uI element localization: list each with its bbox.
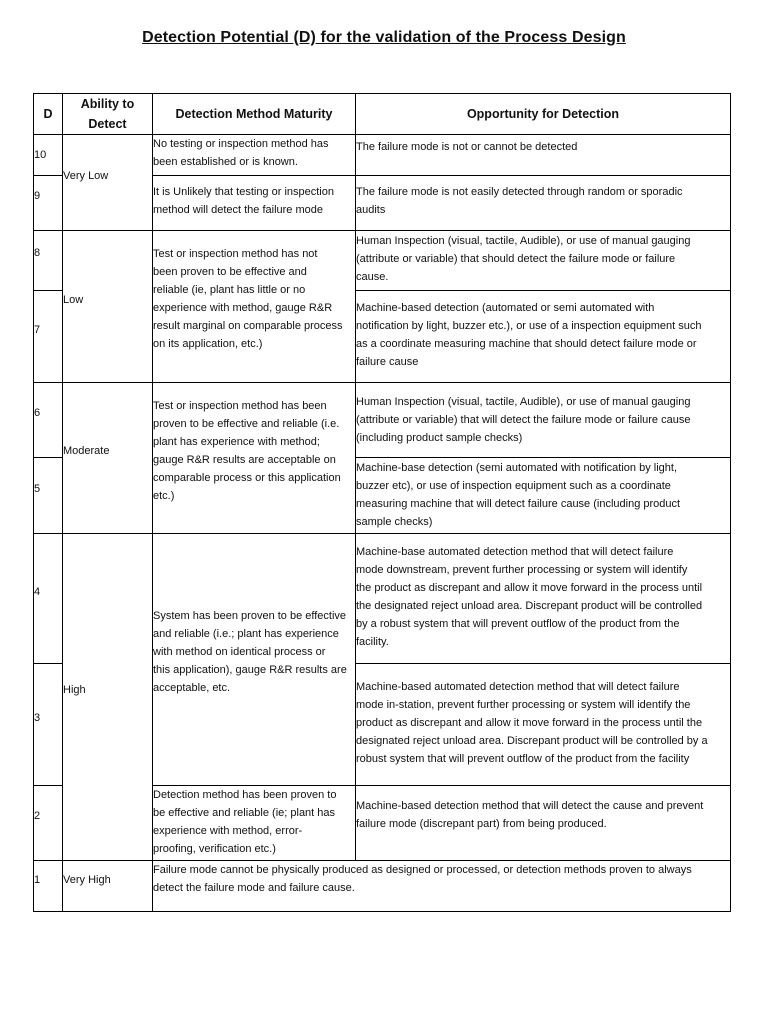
table-border-right [730,93,731,912]
opportunity-7: Machine-based detection (automated or semi automated with notification by light, buzzer etc.), or use of a inspection equipment such as a coordinate measuring machine that should detect failure mode or failure cause [356,302,702,368]
d-value-5: 5 [34,483,41,495]
opportunity-10: The failure mode is not or cannot be detected [356,141,578,153]
d-value-10: 10 [34,149,47,161]
row-line-10-9 [152,175,731,176]
d-value-7: 7 [34,324,41,336]
row-line-4-3 [355,663,731,664]
d-value-1: 1 [34,874,41,886]
ability-very-high: Very High [63,874,111,886]
d-value-9: 9 [34,190,41,202]
row-line-8-7 [355,290,731,291]
d-value-8: 8 [34,247,41,259]
maturity-2: Detection method has been proven to be effective and reliable (ie; plant has experience with method, error- proofing, verification etc.) [153,789,337,855]
maturity-6-5: Test or inspection method has been proven to be effective and reliable (i.e. plant has experience with method; gauge R&R results are acceptable on comparable process or this application etc.) [153,400,341,502]
ability-high: High [63,684,86,696]
opportunity-2: Machine-based detection method that will detect the cause and prevent failure mode (discrepant part) from being produced. [356,800,704,830]
d-value-3: 3 [34,712,41,724]
opportunity-8: Human Inspection (visual, tactile, Audible), or use of manual gauging (attribute or variable) that should detect the failure mode or failure cause. [356,235,691,283]
maturity-4-3: System has been proven to be effective and reliable (i.e.; plant has experience with method on identical process or this application), gauge R&R results are acceptable, etc. [153,610,347,694]
page-title: Detection Potential (D) for the validation of the Process Design [142,29,626,46]
maturity-8-7: Test or inspection method has not been proven to be effective and reliable (ie, plant has little or no experience with method, gauge R&R result marginal on comparable process on its application, etc.) [153,248,343,350]
ability-low: Low [63,294,84,306]
maturity-10: No testing or inspection method has been established or is known. [153,138,329,168]
header-d: D [43,107,53,121]
d-value-6: 6 [34,407,41,419]
d-value-4: 4 [34,586,41,598]
ability-very-low: Very Low [63,170,109,182]
opportunity-5: Machine-base detection (semi automated with notification by light, buzzer etc), or use of inspection equipment such as a coordinate measuring machine that will detect failure cause (including product sample checks) [356,462,681,528]
row-line-6-5 [355,457,731,458]
opportunity-9: The failure mode is not easily detected through random or sporadic audits [356,186,683,216]
maturity-1: Failure mode cannot be physically produced as designed or processed, or detection methods proven to always detect the failure mode and failure cause. [153,864,692,894]
opportunity-4: Machine-base automated detection method that will detect failure mode downstream, prevent further processing or system will identify the product as discrepant and allow it move forward in the process until the designated reject unload area. Discrepant product will be controlled by a robust system that will prevent outflow of the product from the facility. [356,546,703,648]
ability-moderate: Moderate [63,445,110,457]
maturity-9: It is Unlikely that testing or inspection method will detect the failure mode [153,186,334,216]
opportunity-3: Machine-based automated detection method that will detect failure mode in-station, prevent further processing or system will identify the product as discrepant and allow it move forward in the process until the designated reject unload area. Discrepant product will be controlled by a robust system that will prevent outflow of the product from the facility [356,681,708,765]
header-maturity: Detection Method Maturity [175,107,333,121]
header-opportunity: Opportunity for Detection [466,107,620,121]
opportunity-6: Human Inspection (visual, tactile, Audible), or use of manual gauging (attribute or variable) that will detect the failure mode or failure cause (including product sample checks) [356,396,691,444]
table-border-bottom [33,911,731,912]
d-value-2: 2 [34,810,41,822]
header-ability: Ability to Detect [80,97,135,131]
